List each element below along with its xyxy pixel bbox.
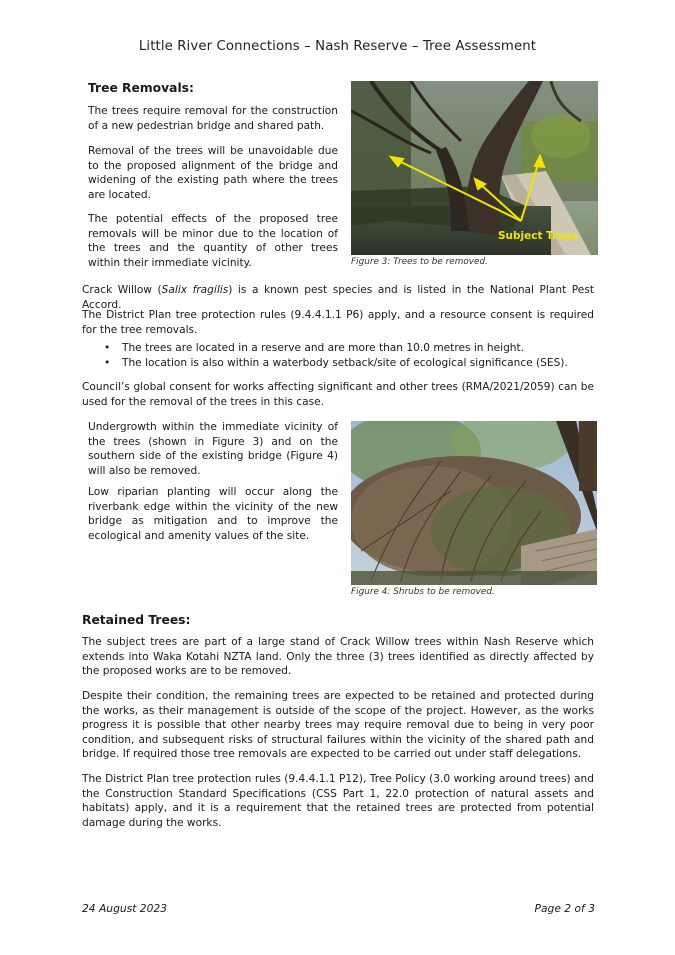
- retained-trees-para-3: The District Plan tree protection rules (9.4.4.1.1 P12), Tree Policy (3.0 working around trees) and the Construction Standard Specifications (CSS Part 1, 22.0 protection of natural assets and habitats) apply, and it is a requirement that the retained trees are protected from potential damage during the works.: [82, 773, 594, 829]
- list-item: [82, 341, 594, 356]
- figure-3-photo: [351, 81, 598, 255]
- list-item: [82, 356, 594, 371]
- figure-3-caption: Figure 3: Trees to be removed.: [351, 257, 488, 267]
- tree-removals-para-2: Removal of the trees will be unavoidable due to the proposed alignment of the bridge and widening of the existing path where the trees are located.: [88, 145, 338, 201]
- tree-removals-para-3: The potential effects of the proposed tree removals will be minor due to the location of the trees and the quantity of other trees within their immediate vicinity.: [88, 213, 338, 269]
- retained-trees-para-2: Despite their condition, the remaining trees are expected to be retained and protected during the works, as their management is outside of the scope of the project. However, as the works progress it is possible that other nearby trees may require removal due to being in very poor condition, and subsequent risks of structural failures within the vicinity of the shared path and bridge. If required those tree removals are expected to be carried out under staff delegations.: [82, 690, 594, 760]
- undergrowth-para-2: Low riparian planting will occur along the riverbank edge within the vicinity of the new bridge as mitigation and to improve the ecological and amenity values of the site.: [88, 486, 338, 542]
- crack-willow-after: ) is a known pest species and is listed in the National Plant Pest Accord.: [82, 284, 594, 311]
- page-header-title: Little River Connections – Nash Reserve – Tree Assessment: [138, 39, 537, 54]
- undergrowth-para-1: Undergrowth within the immediate vicinity of the trees (shown in Figure 3) and on the southern side of the existing bridge (Figure 4) will also be removed.: [88, 421, 338, 477]
- bullet-text-2: The location is also within a waterbody setback/site of ecological significance (SES).: [122, 356, 568, 369]
- bullet-text-1: The trees are located in a reserve and are more than 10.0 metres in height.: [122, 342, 525, 354]
- bullet-marker: •: [104, 342, 111, 354]
- crack-willow-before: Crack Willow (: [82, 284, 162, 296]
- district-plan-p6-paragraph: The District Plan tree protection rules (9.4.4.1.1 P6) apply, and a resource consent is required for the tree removals.: [82, 309, 594, 336]
- removal-reasons-list: [82, 341, 594, 370]
- retained-trees-heading: Retained Trees:: [82, 613, 191, 627]
- footer-date: 24 August 2023: [82, 902, 167, 915]
- figure-4-caption: Figure 4: Shrubs to be removed.: [351, 587, 495, 597]
- global-consent-paragraph: Council’s global consent for works affecting significant and other trees (RMA/2021/2059) can be used for the removal of the trees in this case.: [82, 381, 594, 408]
- figure-4-photo: [351, 421, 597, 585]
- tree-removals-heading: Tree Removals:: [88, 81, 194, 95]
- figure-3-subject-trees-label: Subject Trees: [498, 230, 578, 242]
- crack-willow-species: Salix fragilis: [161, 284, 229, 296]
- tree-removals-para-1: The trees require removal for the construction of a new pedestrian bridge and shared path.: [88, 105, 338, 132]
- retained-trees-para-1: The subject trees are part of a large stand of Crack Willow trees within Nash Reserve which extends into Waka Kotahi NZTA land. Only the three (3) trees identified as directly affected by the proposed works are to be removed.: [82, 636, 594, 677]
- bullet-marker: •: [104, 356, 111, 369]
- footer-page-number: Page 2 of 3: [534, 902, 595, 915]
